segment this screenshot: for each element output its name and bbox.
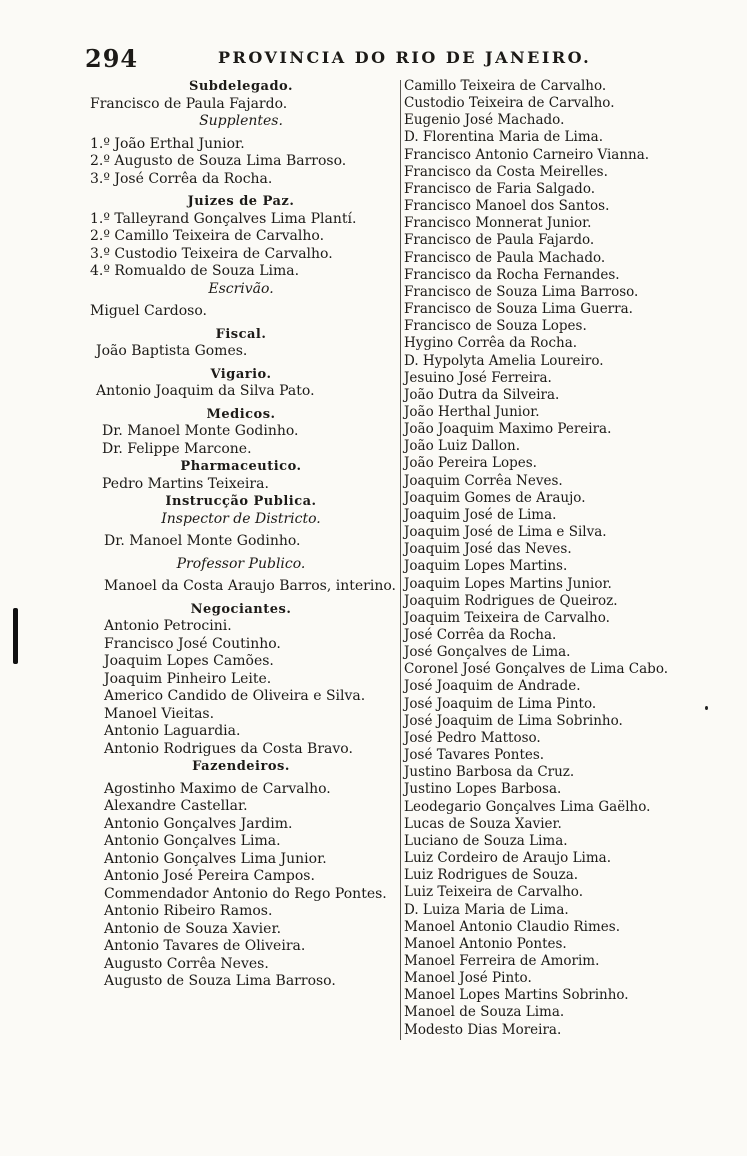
section-heading-medicos: Medicos.	[206, 406, 276, 422]
list-item: Francisco da Rocha Fernandes.	[404, 266, 620, 283]
list-item: Manoel Antonio Pontes.	[404, 935, 567, 952]
list-item: Joaquim Lopes Martins.	[404, 558, 568, 575]
list-item: Eugenio José Machado.	[404, 112, 565, 129]
page-header	[0, 44, 747, 74]
list-item: D. Florentina Maria de Lima.	[404, 129, 603, 146]
list-item: Luiz Teixeira de Carvalho.	[404, 884, 583, 901]
list-item: Camillo Teixeira de Carvalho.	[404, 78, 607, 94]
list-item: Francisco Monnerat Junior.	[404, 215, 592, 232]
column-divider	[400, 80, 401, 1040]
section-heading-instrucao: Instrucção Publica.	[165, 494, 317, 509]
list-item: Dr. Manoel Monte Godinho.	[102, 423, 299, 439]
list-item: 2.º Camillo Teixeira de Carvalho.	[90, 228, 325, 244]
list-item: Manoel Ferreira de Amorim.	[404, 952, 600, 969]
list-item: Joaquim Rodrigues de Queiroz.	[404, 592, 618, 609]
list-item: Dr. Felippe Marcone.	[102, 440, 252, 457]
margin-ink-mark	[13, 608, 18, 664]
list-item: Francisco de Paula Fajardo.	[404, 232, 595, 249]
list-item: Hygino Corrêa da Rocha.	[404, 335, 578, 352]
list-item: Joaquim Corrêa Neves.	[404, 472, 563, 489]
running-title: PROVINCIA DO RIO DE JANEIRO.	[218, 48, 592, 67]
escrivao-name: Miguel Cardoso.	[90, 303, 207, 319]
list-item: Lucas de Souza Xavier.	[404, 815, 562, 832]
list-item: Custodio Teixeira de Carvalho.	[404, 95, 615, 112]
list-item: 4.º Romualdo de Souza Lima.	[90, 263, 300, 279]
list-item: Manoel José Pinto.	[404, 970, 532, 987]
list-item: João Dutra da Silveira.	[404, 386, 560, 403]
list-item: Joaquim José de Lima.	[404, 506, 557, 523]
section-heading-subdelegado: Subdelegado.	[188, 79, 294, 94]
subdelegado-name: Francisco de Paula Fajardo.	[90, 95, 288, 112]
list-item: Manoel de Souza Lima.	[404, 1004, 565, 1021]
list-item: Antonio Gonçalves Lima Junior.	[104, 850, 327, 867]
section-heading-supplentes: Supplentes.	[199, 113, 283, 129]
list-item: Luciano de Souza Lima.	[404, 832, 568, 849]
list-item: Antonio de Souza Xavier.	[104, 920, 282, 937]
right-column	[404, 78, 694, 1039]
list-item: Francisco de Souza Lopes.	[404, 318, 587, 335]
section-heading-inspector: Inspector de Districto.	[161, 510, 321, 527]
list-item: Francisco de Faria Salgado.	[404, 180, 596, 197]
list-item: 2.º Augusto de Souza Lima Barroso.	[90, 153, 347, 169]
list-item: Francisco de Souza Lima Barroso.	[404, 283, 639, 300]
list-item: Americo Candido de Oliveira e Silva.	[104, 688, 366, 704]
list-item: Antonio Ribeiro Ramos.	[104, 903, 273, 919]
list-item: Francisco da Costa Meirelles.	[404, 163, 608, 180]
list-item: João Joaquim Maximo Pereira.	[404, 421, 612, 438]
page-number: 294	[85, 44, 139, 73]
left-column	[90, 78, 396, 991]
list-item: Augusto Corrêa Neves.	[104, 955, 269, 972]
list-item: Joaquim Lopes Camões.	[104, 653, 274, 669]
list-item: Justino Lopes Barbosa.	[404, 781, 562, 798]
fiscal-name: João Baptista Gomes.	[96, 343, 248, 359]
list-item: Francisco José Coutinho.	[104, 635, 281, 652]
list-item: José Joaquim de Lima Pinto.	[404, 695, 597, 712]
inspector-name: Dr. Manoel Monte Godinho.	[104, 533, 301, 549]
list-item: D. Luiza Maria de Lima.	[404, 901, 569, 918]
list-item: José Corrêa da Rocha.	[404, 627, 557, 643]
list-item: Joaquim Gomes de Araujo.	[404, 489, 586, 506]
list-item: Manoel Antonio Claudio Rimes.	[404, 918, 620, 935]
list-item: Leodegario Gonçalves Lima Gaëlho.	[404, 798, 651, 815]
list-item: Antonio Rodrigues da Costa Bravo.	[104, 740, 353, 757]
list-item: Antonio Gonçalves Lima.	[104, 833, 281, 849]
list-item: Agostinho Maximo de Carvalho.	[104, 780, 331, 797]
list-item: Antonio Petrocini.	[104, 618, 232, 634]
section-heading-vigario: Vigario.	[210, 366, 272, 382]
list-item: 1.º Talleyrand Gonçalves Lima Plantí.	[90, 210, 357, 227]
list-item: Francisco Antonio Carneiro Vianna.	[404, 146, 650, 163]
list-item: Commendador Antonio do Rego Pontes.	[104, 885, 387, 902]
list-item: 1.º João Erthal Junior.	[90, 135, 245, 152]
list-item: Joaquim José de Lima e Silva.	[404, 524, 607, 541]
section-heading-pharmaceutico: Pharmaceutico.	[180, 459, 302, 474]
pharmaceutico-name: Pedro Martins Teixeira.	[102, 475, 269, 492]
professor-name: Manoel da Costa Araujo Barros, interino.	[104, 578, 396, 594]
section-heading-negociantes: Negociantes.	[190, 601, 292, 617]
list-item: José Gonçalves de Lima.	[404, 644, 571, 661]
list-item: D. Hypolyta Amelia Loureiro.	[404, 352, 604, 369]
list-item: João Pereira Lopes.	[404, 455, 537, 472]
list-item: José Joaquim de Lima Sobrinho.	[404, 712, 623, 729]
list-item: João Luiz Dallon.	[404, 438, 521, 455]
list-item: Joaquim Pinheiro Leite.	[104, 670, 272, 687]
list-item: José Tavares Pontes.	[404, 747, 545, 764]
list-item: Antonio Gonçalves Jardim.	[104, 815, 293, 832]
margin-ink-dot	[705, 706, 708, 710]
list-item: Antonio Laguardia.	[104, 723, 241, 739]
list-item: Manoel Vieitas.	[104, 705, 215, 722]
list-item: José Joaquim de Andrade.	[404, 678, 581, 695]
list-item: Luiz Cordeiro de Araujo Lima.	[404, 850, 612, 867]
section-heading-fazendeiros: Fazendeiros.	[192, 759, 290, 774]
vigario-name: Antonio Joaquim da Silva Pato.	[96, 383, 315, 399]
list-item: Francisco de Paula Machado.	[404, 249, 606, 266]
section-heading-escrivao: Escrivão.	[208, 280, 274, 297]
list-item: Joaquim Lopes Martins Junior.	[404, 575, 612, 592]
section-heading-juizes: Juizes de Paz.	[187, 194, 295, 209]
list-item: Jesuino José Ferreira.	[404, 369, 552, 386]
section-heading-fiscal: Fiscal.	[215, 326, 267, 342]
list-item: Francisco de Souza Lima Guerra.	[404, 301, 633, 318]
list-item: Coronel José Gonçalves de Lima Cabo.	[404, 661, 668, 678]
list-item: Alexandre Castellar.	[104, 798, 248, 814]
list-item: Antonio Tavares de Oliveira.	[104, 938, 306, 954]
list-item: Manoel Lopes Martins Sobrinho.	[404, 987, 629, 1004]
list-item: Joaquim José das Neves.	[404, 541, 572, 558]
section-heading-professor: Professor Publico.	[176, 555, 306, 572]
list-item: Francisco Manoel dos Santos.	[404, 198, 610, 215]
list-item: 3.º José Corrêa da Rocha.	[90, 170, 273, 187]
list-item: José Pedro Mattoso.	[404, 729, 541, 746]
list-item: João Herthal Junior.	[404, 403, 540, 420]
list-item: Augusto de Souza Lima Barroso.	[104, 973, 336, 989]
list-item: Antonio José Pereira Campos.	[104, 868, 315, 884]
list-item: Justino Barbosa da Cruz.	[404, 764, 575, 781]
list-item: Joaquim Teixeira de Carvalho.	[404, 609, 610, 626]
list-item: Modesto Dias Moreira.	[404, 1021, 562, 1038]
list-item: Luiz Rodrigues de Souza.	[404, 867, 579, 884]
list-item: 3.º Custodio Teixeira de Carvalho.	[90, 245, 333, 262]
